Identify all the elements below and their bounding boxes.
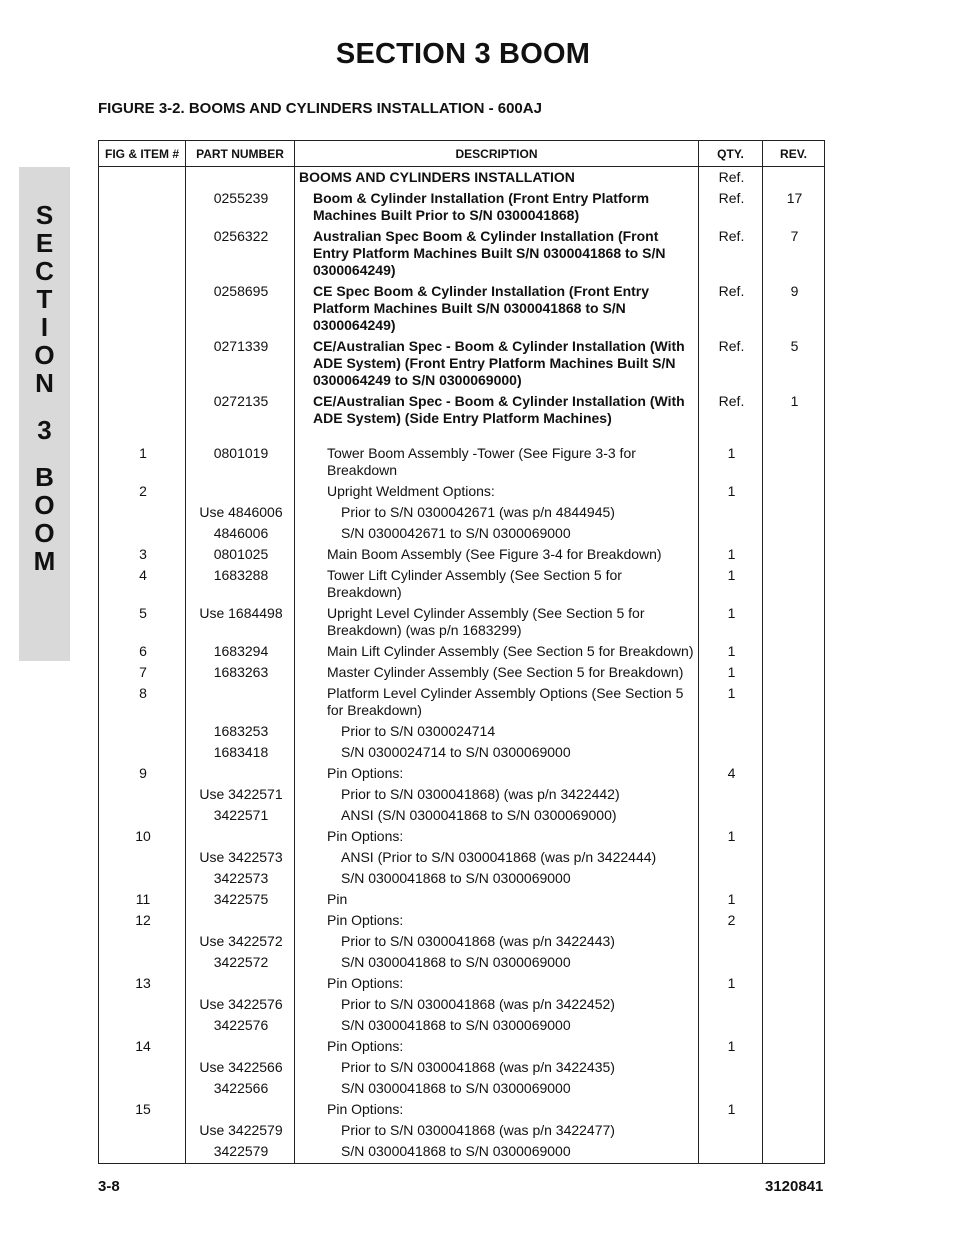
cell-qty (699, 742, 763, 763)
cell-qty: 1 (699, 603, 763, 641)
table-row (99, 952, 825, 973)
cell-qty (699, 502, 763, 523)
cell-rev: 1 (763, 391, 825, 429)
parts-table-body (99, 167, 825, 1164)
cell-qty (699, 805, 763, 826)
cell-item-number (99, 994, 186, 1015)
cell-item-number: 6 (99, 641, 186, 662)
table-row (99, 994, 825, 1015)
cell-rev: 17 (763, 188, 825, 226)
cell-part-number: 0801019 (186, 443, 295, 481)
cell-description: Prior to S/N 0300041868 (was p/n 3422452) (295, 994, 699, 1015)
cell-part-number: Use 4846006 (186, 502, 295, 523)
cell-qty (699, 523, 763, 544)
cell-qty (699, 952, 763, 973)
cell-item-number: 1 (99, 443, 186, 481)
cell-rev (763, 931, 825, 952)
cell-qty (699, 1078, 763, 1099)
cell-rev (763, 847, 825, 868)
cell-qty: 1 (699, 662, 763, 683)
cell-qty (699, 931, 763, 952)
cell-rev (763, 784, 825, 805)
cell-item-number: 8 (99, 683, 186, 721)
cell-rev (763, 973, 825, 994)
col-header-qty: QTY. (699, 141, 763, 167)
table-row (99, 1036, 825, 1057)
side-tab-letter: E (35, 228, 54, 258)
cell-description: S/N 0300041868 to S/N 0300069000 (295, 1015, 699, 1036)
cell-rev (763, 826, 825, 847)
table-row (99, 910, 825, 931)
side-tab-gap (19, 444, 70, 463)
cell-item-number (99, 281, 186, 336)
cell-rev: 7 (763, 226, 825, 281)
cell-part-number: 1683294 (186, 641, 295, 662)
cell-rev (763, 1078, 825, 1099)
table-cell-empty (99, 429, 186, 443)
cell-item-number: 2 (99, 481, 186, 502)
cell-part-number (186, 973, 295, 994)
cell-description: Australian Spec Boom & Cylinder Installation (Front Entry Platform Machines Built S/N 0300041868 to S/N 0300064249) (295, 226, 699, 281)
cell-description: CE/Australian Spec - Boom & Cylinder Installation (With ADE System) (Front Entry Platform Machines Built S/N 0300064249 to S/N 0300069000) (295, 336, 699, 391)
cell-item-number (99, 952, 186, 973)
cell-part-number: 3422576 (186, 1015, 295, 1036)
cell-item-number: 7 (99, 662, 186, 683)
table-row (99, 544, 825, 565)
cell-rev (763, 167, 825, 189)
cell-description: Boom & Cylinder Installation (Front Entry Platform Machines Built Prior to S/N 0300041868) (295, 188, 699, 226)
table-row (99, 847, 825, 868)
cell-item-number (99, 805, 186, 826)
cell-qty (699, 1120, 763, 1141)
cell-description: S/N 0300041868 to S/N 0300069000 (295, 1078, 699, 1099)
cell-part-number: 3422575 (186, 889, 295, 910)
table-row (99, 683, 825, 721)
cell-part-number: 1683253 (186, 721, 295, 742)
cell-description: Prior to S/N 0300041868 (was p/n 3422443) (295, 931, 699, 952)
cell-qty: 1 (699, 565, 763, 603)
cell-qty: 1 (699, 481, 763, 502)
cell-part-number: Use 3422573 (186, 847, 295, 868)
cell-description: Tower Boom Assembly -Tower (See Figure 3-3 for Breakdown (295, 443, 699, 481)
side-tab-letter: 3 (37, 415, 52, 445)
cell-rev (763, 603, 825, 641)
col-header-rev: REV. (763, 141, 825, 167)
table-row (99, 188, 825, 226)
cell-description: CE Spec Boom & Cylinder Installation (Front Entry Platform Machines Built S/N 0300041868 to S/N 0300064249) (295, 281, 699, 336)
cell-description: Prior to S/N 0300041868 (was p/n 3422435) (295, 1057, 699, 1078)
cell-part-number: Use 3422576 (186, 994, 295, 1015)
table-row (99, 391, 825, 429)
cell-item-number (99, 931, 186, 952)
cell-rev (763, 952, 825, 973)
table-row (99, 281, 825, 336)
cell-part-number (186, 826, 295, 847)
table-row (99, 502, 825, 523)
table-row (99, 641, 825, 662)
cell-qty: 1 (699, 826, 763, 847)
cell-part-number (186, 763, 295, 784)
cell-description: BOOMS AND CYLINDERS INSTALLATION (295, 167, 699, 189)
table-row (99, 565, 825, 603)
cell-rev: 5 (763, 336, 825, 391)
table-row (99, 167, 825, 189)
cell-item-number: 13 (99, 973, 186, 994)
cell-rev (763, 565, 825, 603)
cell-description: Tower Lift Cylinder Assembly (See Section 5 for Breakdown) (295, 565, 699, 603)
cell-item-number: 9 (99, 763, 186, 784)
parts-table (98, 140, 825, 1164)
cell-part-number: 3422572 (186, 952, 295, 973)
cell-qty: Ref. (699, 281, 763, 336)
cell-description: ANSI (Prior to S/N 0300041868 (was p/n 3422444) (295, 847, 699, 868)
cell-part-number: 3422573 (186, 868, 295, 889)
cell-part-number: Use 3422572 (186, 931, 295, 952)
cell-description: Platform Level Cylinder Assembly Options (See Section 5 for Breakdown) (295, 683, 699, 721)
cell-part-number (186, 683, 295, 721)
cell-qty: 1 (699, 1036, 763, 1057)
cell-part-number: 3422566 (186, 1078, 295, 1099)
cell-rev (763, 1036, 825, 1057)
table-row (99, 973, 825, 994)
cell-rev (763, 994, 825, 1015)
cell-description: Pin Options: (295, 826, 699, 847)
cell-description: Prior to S/N 0300042671 (was p/n 4844945) (295, 502, 699, 523)
cell-part-number (186, 167, 295, 189)
cell-qty: Ref. (699, 391, 763, 429)
figure-title: FIGURE 3-2. BOOMS AND CYLINDERS INSTALLATION - 600AJ (98, 100, 542, 117)
table-row (99, 1015, 825, 1036)
cell-rev (763, 443, 825, 481)
section-title: SECTION 3 BOOM (335, 38, 591, 70)
cell-item-number (99, 1120, 186, 1141)
table-row (99, 336, 825, 391)
cell-item-number: 3 (99, 544, 186, 565)
cell-part-number (186, 1099, 295, 1120)
table-row (99, 1057, 825, 1078)
cell-qty: 1 (699, 544, 763, 565)
side-tab-letter: M (33, 546, 56, 576)
cell-part-number: 3422579 (186, 1141, 295, 1164)
table-row (99, 443, 825, 481)
table-cell-empty (763, 429, 825, 443)
table-cell-empty (295, 429, 699, 443)
cell-rev (763, 742, 825, 763)
col-header-description: DESCRIPTION (295, 141, 699, 167)
cell-qty: 1 (699, 1099, 763, 1120)
cell-qty: 2 (699, 910, 763, 931)
cell-rev (763, 1141, 825, 1164)
cell-description: Upright Weldment Options: (295, 481, 699, 502)
cell-part-number (186, 481, 295, 502)
col-header-part-number: PART NUMBER (186, 141, 295, 167)
table-row (99, 603, 825, 641)
side-tab-letter: T (36, 284, 53, 314)
cell-part-number: Use 3422571 (186, 784, 295, 805)
table-row (99, 1120, 825, 1141)
cell-item-number (99, 1015, 186, 1036)
cell-description: Main Lift Cylinder Assembly (See Section 5 for Breakdown) (295, 641, 699, 662)
cell-item-number (99, 167, 186, 189)
cell-qty (699, 994, 763, 1015)
cell-qty: 1 (699, 889, 763, 910)
side-tab-letter: S (35, 200, 54, 230)
cell-qty (699, 784, 763, 805)
side-tab-letter: O (34, 518, 55, 548)
side-tab-gap (19, 397, 70, 416)
table-row (99, 481, 825, 502)
cell-qty: 1 (699, 443, 763, 481)
table-cell-empty (699, 429, 763, 443)
cell-rev (763, 1120, 825, 1141)
cell-qty: 4 (699, 763, 763, 784)
cell-qty: Ref. (699, 226, 763, 281)
col-header-fig-item: FIG & ITEM # (99, 141, 186, 167)
cell-rev (763, 502, 825, 523)
cell-rev (763, 763, 825, 784)
cell-description: ANSI (S/N 0300041868 to S/N 0300069000) (295, 805, 699, 826)
cell-item-number (99, 1078, 186, 1099)
cell-description: Prior to S/N 0300024714 (295, 721, 699, 742)
table-row (99, 889, 825, 910)
cell-item-number: 5 (99, 603, 186, 641)
cell-description: Prior to S/N 0300041868 (was p/n 3422477) (295, 1120, 699, 1141)
cell-qty: Ref. (699, 188, 763, 226)
cell-qty: 1 (699, 973, 763, 994)
cell-description: Upright Level Cylinder Assembly (See Section 5 for Breakdown) (was p/n 1683299) (295, 603, 699, 641)
cell-rev (763, 641, 825, 662)
cell-part-number: 0256322 (186, 226, 295, 281)
cell-item-number: 10 (99, 826, 186, 847)
cell-description: Master Cylinder Assembly (See Section 5 for Breakdown) (295, 662, 699, 683)
cell-part-number: Use 1684498 (186, 603, 295, 641)
cell-item-number (99, 502, 186, 523)
cell-description: S/N 0300041868 to S/N 0300069000 (295, 1141, 699, 1164)
cell-description: Pin Options: (295, 910, 699, 931)
cell-part-number: 0272135 (186, 391, 295, 429)
cell-qty (699, 721, 763, 742)
cell-item-number: 11 (99, 889, 186, 910)
cell-item-number (99, 523, 186, 544)
cell-rev (763, 868, 825, 889)
table-row (99, 721, 825, 742)
cell-description: Pin Options: (295, 973, 699, 994)
cell-qty (699, 1015, 763, 1036)
cell-item-number (99, 721, 186, 742)
cell-qty (699, 1057, 763, 1078)
cell-rev (763, 523, 825, 544)
cell-qty: Ref. (699, 167, 763, 189)
section-side-tab (19, 167, 70, 661)
table-row (99, 1099, 825, 1120)
table-row (99, 931, 825, 952)
cell-qty: 1 (699, 683, 763, 721)
cell-item-number: 12 (99, 910, 186, 931)
cell-item-number (99, 336, 186, 391)
cell-part-number: 0801025 (186, 544, 295, 565)
cell-description: S/N 0300024714 to S/N 0300069000 (295, 742, 699, 763)
cell-item-number (99, 1141, 186, 1164)
side-tab-letter: N (35, 368, 54, 398)
table-row (99, 805, 825, 826)
cell-qty: 1 (699, 641, 763, 662)
cell-description: Pin Options: (295, 1036, 699, 1057)
cell-item-number (99, 188, 186, 226)
cell-description: S/N 0300042671 to S/N 0300069000 (295, 523, 699, 544)
cell-rev (763, 1099, 825, 1120)
table-row (99, 523, 825, 544)
cell-description: S/N 0300041868 to S/N 0300069000 (295, 952, 699, 973)
table-row (99, 662, 825, 683)
cell-item-number (99, 391, 186, 429)
side-tab-letter: O (34, 340, 55, 370)
side-tab-letter: C (35, 256, 54, 286)
cell-part-number: 0271339 (186, 336, 295, 391)
cell-description: CE/Australian Spec - Boom & Cylinder Installation (With ADE System) (Side Entry Platform Machines) (295, 391, 699, 429)
cell-description: S/N 0300041868 to S/N 0300069000 (295, 868, 699, 889)
cell-description: Pin Options: (295, 763, 699, 784)
cell-part-number: 1683263 (186, 662, 295, 683)
cell-rev (763, 481, 825, 502)
table-row (99, 826, 825, 847)
cell-item-number (99, 868, 186, 889)
cell-item-number (99, 742, 186, 763)
cell-part-number: 3422571 (186, 805, 295, 826)
cell-part-number: 0255239 (186, 188, 295, 226)
cell-rev (763, 721, 825, 742)
cell-description: Main Boom Assembly (See Figure 3-4 for Breakdown) (295, 544, 699, 565)
cell-rev (763, 1057, 825, 1078)
cell-description: Prior to S/N 0300041868) (was p/n 3422442) (295, 784, 699, 805)
cell-rev (763, 544, 825, 565)
table-row (99, 226, 825, 281)
table-row (99, 1141, 825, 1164)
table-row (99, 763, 825, 784)
table-cell-empty (186, 429, 295, 443)
cell-part-number: Use 3422579 (186, 1120, 295, 1141)
cell-qty (699, 868, 763, 889)
cell-part-number: 1683418 (186, 742, 295, 763)
cell-item-number (99, 226, 186, 281)
cell-rev (763, 1015, 825, 1036)
cell-item-number: 4 (99, 565, 186, 603)
cell-part-number: 1683288 (186, 565, 295, 603)
cell-description: Pin (295, 889, 699, 910)
document-number: 3120841 (765, 1178, 824, 1195)
cell-part-number: 0258695 (186, 281, 295, 336)
side-tab-letter: B (35, 462, 54, 492)
cell-qty (699, 1141, 763, 1164)
cell-qty (699, 847, 763, 868)
cell-part-number: Use 3422566 (186, 1057, 295, 1078)
cell-rev (763, 683, 825, 721)
cell-qty: Ref. (699, 336, 763, 391)
cell-rev: 9 (763, 281, 825, 336)
table-row (99, 742, 825, 763)
side-tab-letter: O (34, 490, 55, 520)
side-tab-letter: I (40, 312, 49, 342)
cell-item-number (99, 847, 186, 868)
cell-item-number (99, 784, 186, 805)
cell-item-number: 14 (99, 1036, 186, 1057)
page-number: 3-8 (98, 1178, 120, 1195)
table-row (99, 868, 825, 889)
table-row (99, 784, 825, 805)
cell-part-number (186, 910, 295, 931)
cell-part-number: 4846006 (186, 523, 295, 544)
cell-part-number (186, 1036, 295, 1057)
cell-item-number: 15 (99, 1099, 186, 1120)
cell-item-number (99, 1057, 186, 1078)
table-header-row (99, 141, 825, 167)
cell-rev (763, 662, 825, 683)
cell-description: Pin Options: (295, 1099, 699, 1120)
cell-rev (763, 805, 825, 826)
table-row (99, 1078, 825, 1099)
table-spacer-row (99, 429, 825, 443)
cell-rev (763, 910, 825, 931)
cell-rev (763, 889, 825, 910)
